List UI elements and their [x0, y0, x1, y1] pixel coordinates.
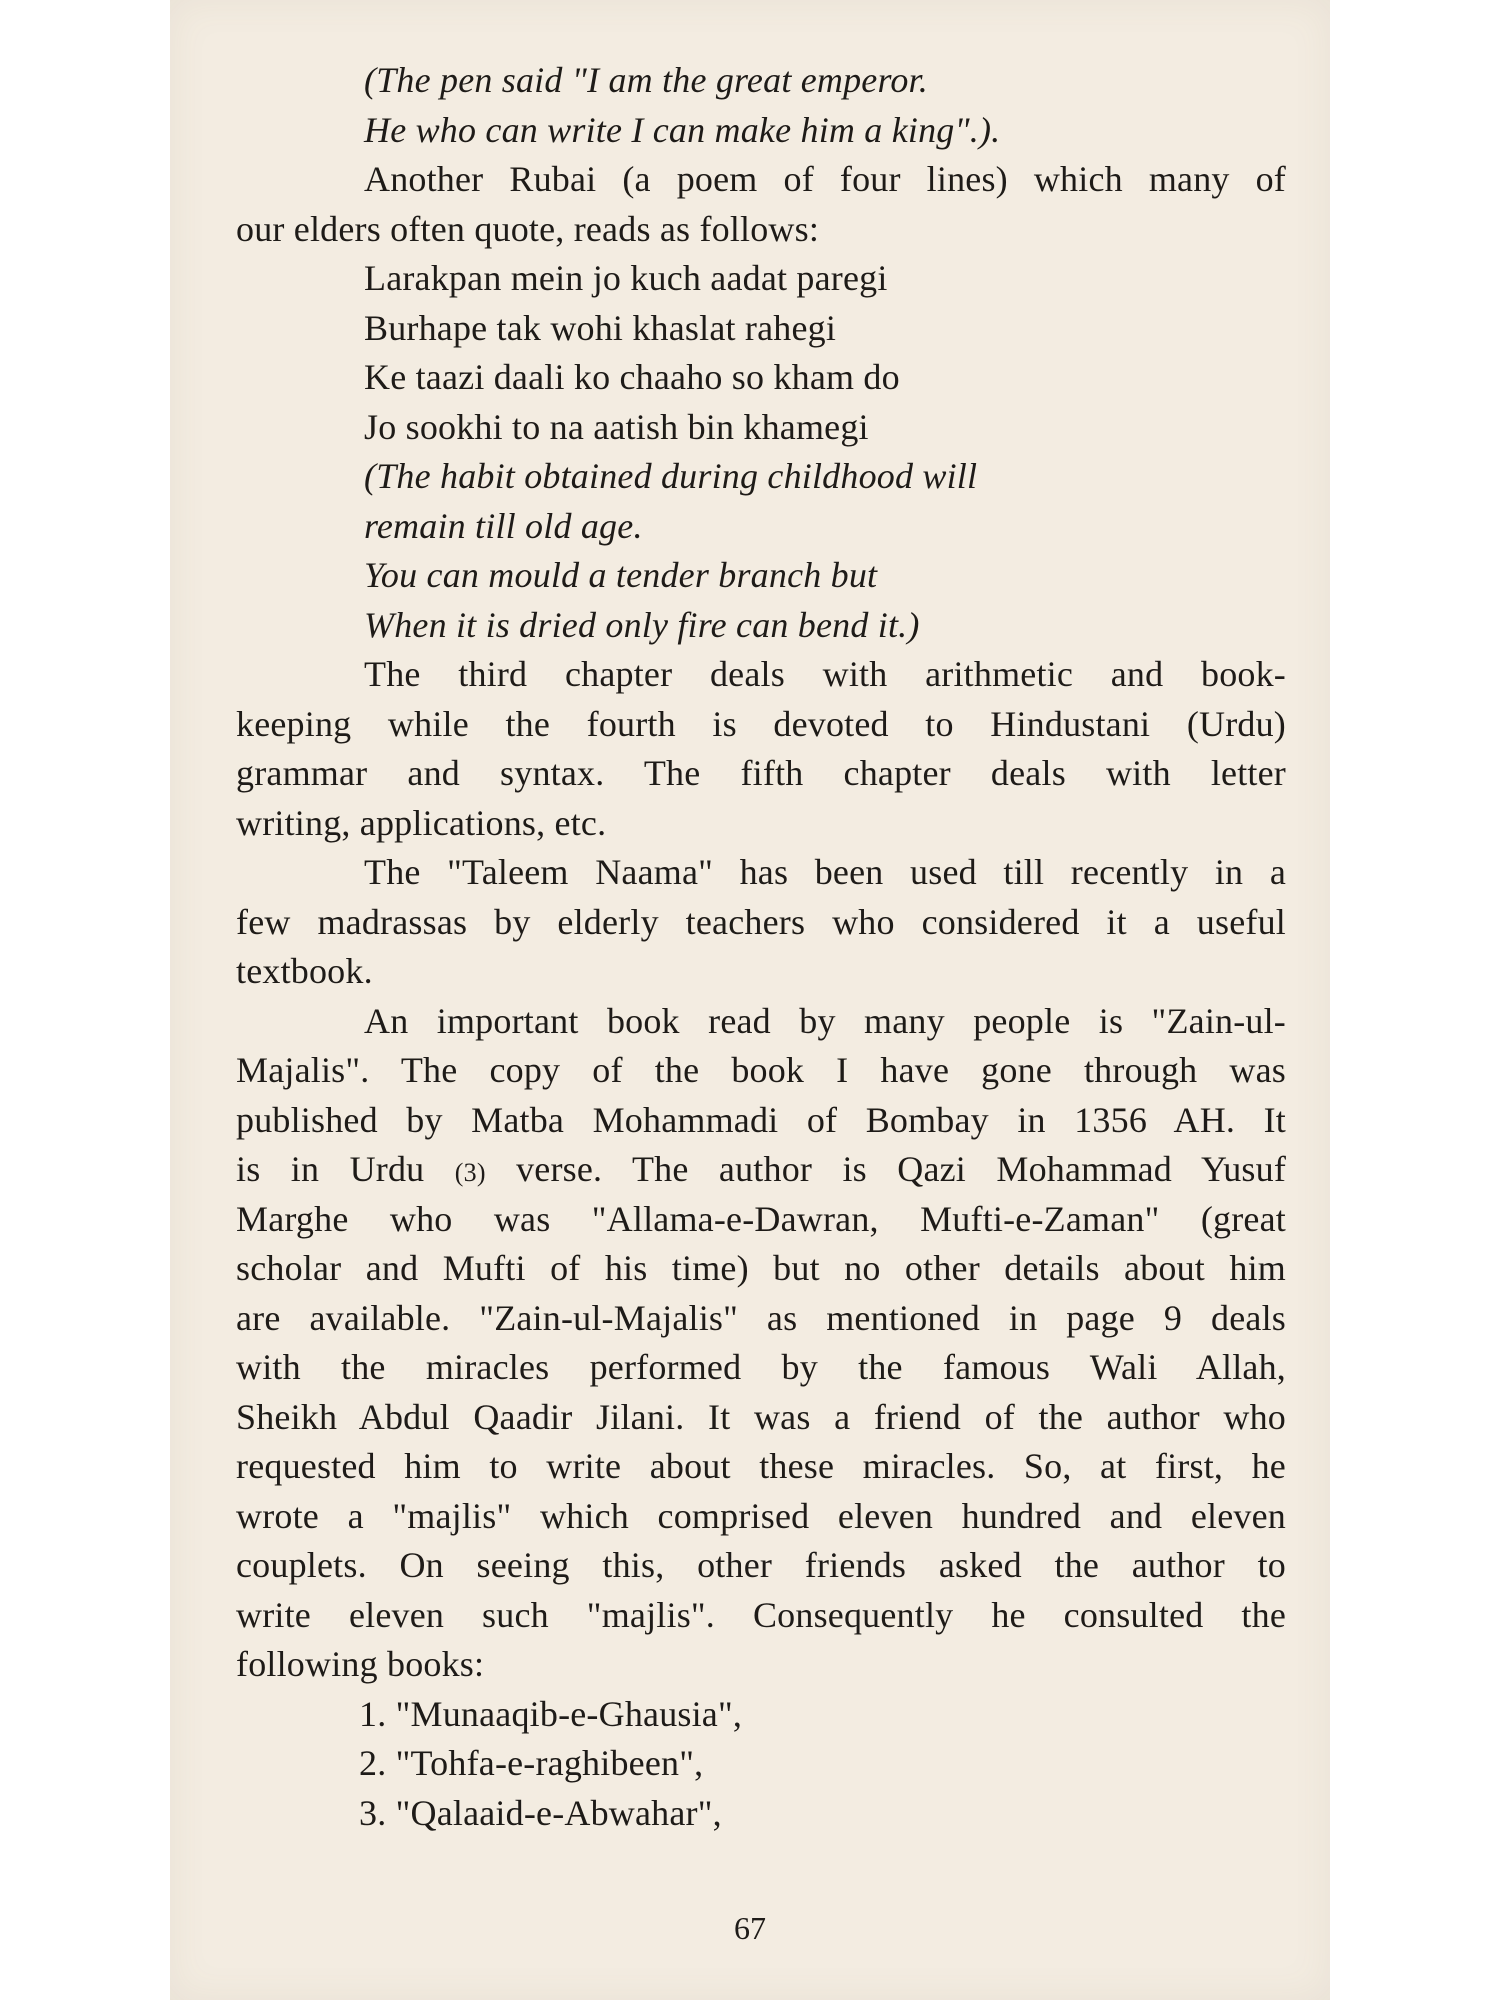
paragraph-line: Marghe who was "Allama-e-Dawran, Mufti-e-Zaman" (great — [236, 1198, 1286, 1239]
paragraph-line: grammar and syntax. The fifth chapter deals with letter — [236, 753, 1286, 793]
paragraph-line: with the miracles performed by the famous Wali Allah, — [236, 1347, 1286, 1387]
paragraph-line: following books: — [236, 1644, 485, 1684]
list-item: 2. "Tohfa-e-raghibeen", — [359, 1743, 704, 1783]
paragraph-line: Majalis". The copy of the book I have gone through was — [236, 1050, 1286, 1090]
paragraph-line: are available. "Zain-ul-Majalis" as mentioned in page 9 deals — [236, 1297, 1286, 1338]
book-page — [170, 0, 1330, 2000]
paragraph-line: our elders often quote, reads as follows: — [236, 208, 820, 249]
paragraph-line: Sheikh Abdul Qaadir Jilani. It was a friend of the author who — [236, 1396, 1286, 1437]
poem-translation-line: He who can write I can make him a king".). — [364, 109, 1001, 150]
paragraph-line: keeping while the fourth is devoted to Hindustani (Urdu) — [236, 703, 1286, 744]
paragraph-line: few madrassas by elderly teachers who considered it a useful — [236, 901, 1286, 942]
paragraph-line: The third chapter deals with arithmetic and book- — [364, 654, 1286, 694]
rubai-translation-line: You can mould a tender branch but — [364, 555, 878, 595]
paragraph-line: requested him to write about these miracles. So, at first, he — [236, 1446, 1286, 1486]
paragraph-line: writing, applications, etc. — [236, 802, 607, 843]
line-part: verse. The author is Qazi Mohammad Yusuf — [516, 1149, 1286, 1189]
page-body-text — [236, 56, 1286, 1838]
paragraph-line: An important book read by many people is "Zain-ul- — [364, 1000, 1286, 1041]
rubai-line: Burhape tak wohi khaslat rahegi — [364, 307, 837, 348]
rubai-line: Jo sookhi to na aatish bin khamegi — [364, 406, 869, 447]
list-item: 1. "Munaaqib-e-Ghausia", — [359, 1693, 743, 1734]
rubai-translation-line: When it is dried only fire can bend it.) — [364, 604, 920, 645]
paragraph-line: scholar and Mufti of his time) but no other details about him — [236, 1248, 1286, 1288]
rubai-line: Larakpan mein jo kuch aadat paregi — [364, 258, 888, 298]
footnote-reference: (3) — [454, 1158, 486, 1187]
paragraph-line: published by Matba Mohammadi of Bombay in 1356 AH. It — [236, 1099, 1286, 1140]
paragraph-line: textbook. — [236, 951, 373, 991]
paragraph-line: Another Rubai (a poem of four lines) which many of — [364, 159, 1286, 199]
paragraph-line: The "Taleem Naama" has been used till recently in a — [364, 852, 1286, 892]
paragraph-line: write eleven such "majlis". Consequently he consulted the — [236, 1594, 1286, 1635]
paragraph-line — [236, 1145, 1286, 1195]
paragraph-line: wrote a "majlis" which comprised eleven hundred and eleven — [236, 1495, 1286, 1536]
paragraph-line: couplets. On seeing this, other friends asked the author to — [236, 1545, 1286, 1585]
list-item: 3. "Qalaaid-e-Abwahar", — [359, 1792, 722, 1833]
rubai-line: Ke taazi daali ko chaaho so kham do — [364, 357, 900, 397]
poem-translation-line: (The pen said "I am the great emperor. — [364, 60, 928, 100]
rubai-translation-line: (The habit obtained during childhood will — [364, 456, 978, 496]
rubai-translation-line: remain till old age. — [364, 505, 643, 546]
line-part: is in Urdu — [236, 1149, 425, 1189]
page-number: 67 — [734, 1910, 766, 1946]
